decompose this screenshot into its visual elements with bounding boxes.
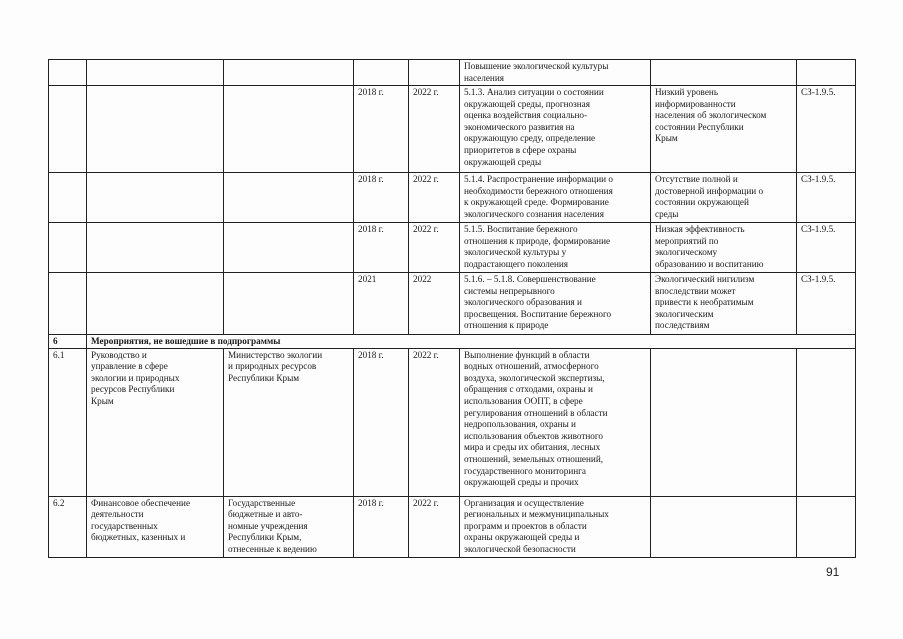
measure-name-cell bbox=[87, 173, 224, 223]
end-year-cell bbox=[409, 60, 460, 86]
end-year-cell: 2022 г. bbox=[409, 223, 460, 273]
measure-description-cell: 5.1.5. Воспитание бережного отношения к природе, формирование экологической культуры у подрастающего поколения bbox=[460, 223, 651, 273]
measure-description-cell: 5.1.4. Распространение информации о необходимости бережного отношения к окружающей среде. Формирование экологического сознания населения bbox=[460, 173, 651, 223]
end-year-cell: 2022 г. bbox=[409, 496, 460, 557]
start-year-cell: 2018 г. bbox=[354, 173, 409, 223]
indicator-cell: СЗ-1.9.5. bbox=[797, 223, 856, 273]
table-row bbox=[49, 173, 856, 223]
indicator-cell bbox=[797, 60, 856, 86]
row-number-cell: 6.2 bbox=[49, 496, 87, 557]
consequence-cell bbox=[651, 496, 797, 557]
table-row bbox=[49, 273, 856, 335]
start-year-cell: 2018 г. bbox=[354, 86, 409, 173]
measure-description-cell: Выполнение функций в области водных отношений, атмосферного воздуха, экологической экспертизы, обращения с отходами, охраны и использования ООПТ, в сфере регулирования отношений в области недропользования, охраны и использования объектов животного мира и среды их обитания, лесных отношений, земельных отношений, государственного мониторинга окружающей среды и прочих bbox=[460, 348, 651, 496]
start-year-cell: 2018 г. bbox=[354, 496, 409, 557]
indicator-cell bbox=[797, 348, 856, 496]
measure-name-cell: Руководство и управление в сфере экологии и природных ресурсов Республики Крым bbox=[87, 348, 224, 496]
consequence-cell: Низкая эффективность мероприятий по экологическому образованию и воспитанию bbox=[651, 223, 797, 273]
executor-cell: Министерство экологии и природных ресурсов Республики Крым bbox=[224, 348, 354, 496]
table-row bbox=[49, 496, 856, 557]
executor-cell bbox=[224, 86, 354, 173]
measure-description-cell: 5.1.3. Анализ ситуации о состоянии окружающей среды, прогнозная оценка воздействия социально- экономического развития на окружающую среду, определение приоритетов в сфере охраны окружающей среды bbox=[460, 86, 651, 173]
measure-description-cell: Организация и осуществление региональных и межмуниципальных программ и проектов в области охраны окружающей среды и экологической безопасности bbox=[460, 496, 651, 557]
measure-name-cell bbox=[87, 273, 224, 335]
indicator-cell bbox=[797, 496, 856, 557]
measure-description-cell: 5.1.6. – 5.1.8. Совершенствование системы непрерывного экологического образования и просвещения. Воспитание бережного отношения к природе bbox=[460, 273, 651, 335]
table-row bbox=[49, 60, 856, 86]
end-year-cell: 2022 г. bbox=[409, 348, 460, 496]
table-row bbox=[49, 86, 856, 173]
program-measures-table bbox=[48, 59, 856, 558]
table-row bbox=[49, 348, 856, 496]
table-row bbox=[49, 223, 856, 273]
measure-name-cell bbox=[87, 60, 224, 86]
start-year-cell: 2021 bbox=[354, 273, 409, 335]
consequence-cell bbox=[651, 60, 797, 86]
executor-cell: Государственные бюджетные и авто- номные учреждения Республики Крым, отнесенные к ведению bbox=[224, 496, 354, 557]
consequence-cell: Низкий уровень информированности населения об экологическом состоянии Республики Крым bbox=[651, 86, 797, 173]
start-year-cell: 2018 г. bbox=[354, 223, 409, 273]
row-number-cell bbox=[49, 273, 87, 335]
indicator-cell: СЗ-1.9.5. bbox=[797, 86, 856, 173]
section-title: Мероприятия, не вошедшие в подпрограммы bbox=[87, 335, 856, 349]
measure-name-cell bbox=[87, 86, 224, 173]
consequence-cell: Экологический нигилизм впоследствии может привести к необратимым экологическим последствиям bbox=[651, 273, 797, 335]
start-year-cell bbox=[354, 60, 409, 86]
consequence-cell: Отсутствие полной и достоверной информации о состоянии окружающей среды bbox=[651, 173, 797, 223]
page-number: 91 bbox=[826, 565, 840, 579]
end-year-cell: 2022 г. bbox=[409, 173, 460, 223]
executor-cell bbox=[224, 223, 354, 273]
start-year-cell: 2018 г. bbox=[354, 348, 409, 496]
indicator-cell: СЗ-1.9.5. bbox=[797, 173, 856, 223]
measure-description-cell: Повышение экологической культуры населения bbox=[460, 60, 651, 86]
section-number: 6 bbox=[49, 335, 87, 349]
measure-name-cell: Финансовое обеспечение деятельности государственных бюджетных, казенных и bbox=[87, 496, 224, 557]
executor-cell bbox=[224, 273, 354, 335]
row-number-cell: 6.1 bbox=[49, 348, 87, 496]
row-number-cell bbox=[49, 86, 87, 173]
end-year-cell: 2022 bbox=[409, 273, 460, 335]
measure-name-cell bbox=[87, 223, 224, 273]
section-header-row bbox=[49, 335, 856, 349]
executor-cell bbox=[224, 60, 354, 86]
executor-cell bbox=[224, 173, 354, 223]
consequence-cell bbox=[651, 348, 797, 496]
row-number-cell bbox=[49, 223, 87, 273]
row-number-cell bbox=[49, 60, 87, 86]
indicator-cell: СЗ-1.9.5. bbox=[797, 273, 856, 335]
end-year-cell: 2022 г. bbox=[409, 86, 460, 173]
row-number-cell bbox=[49, 173, 87, 223]
